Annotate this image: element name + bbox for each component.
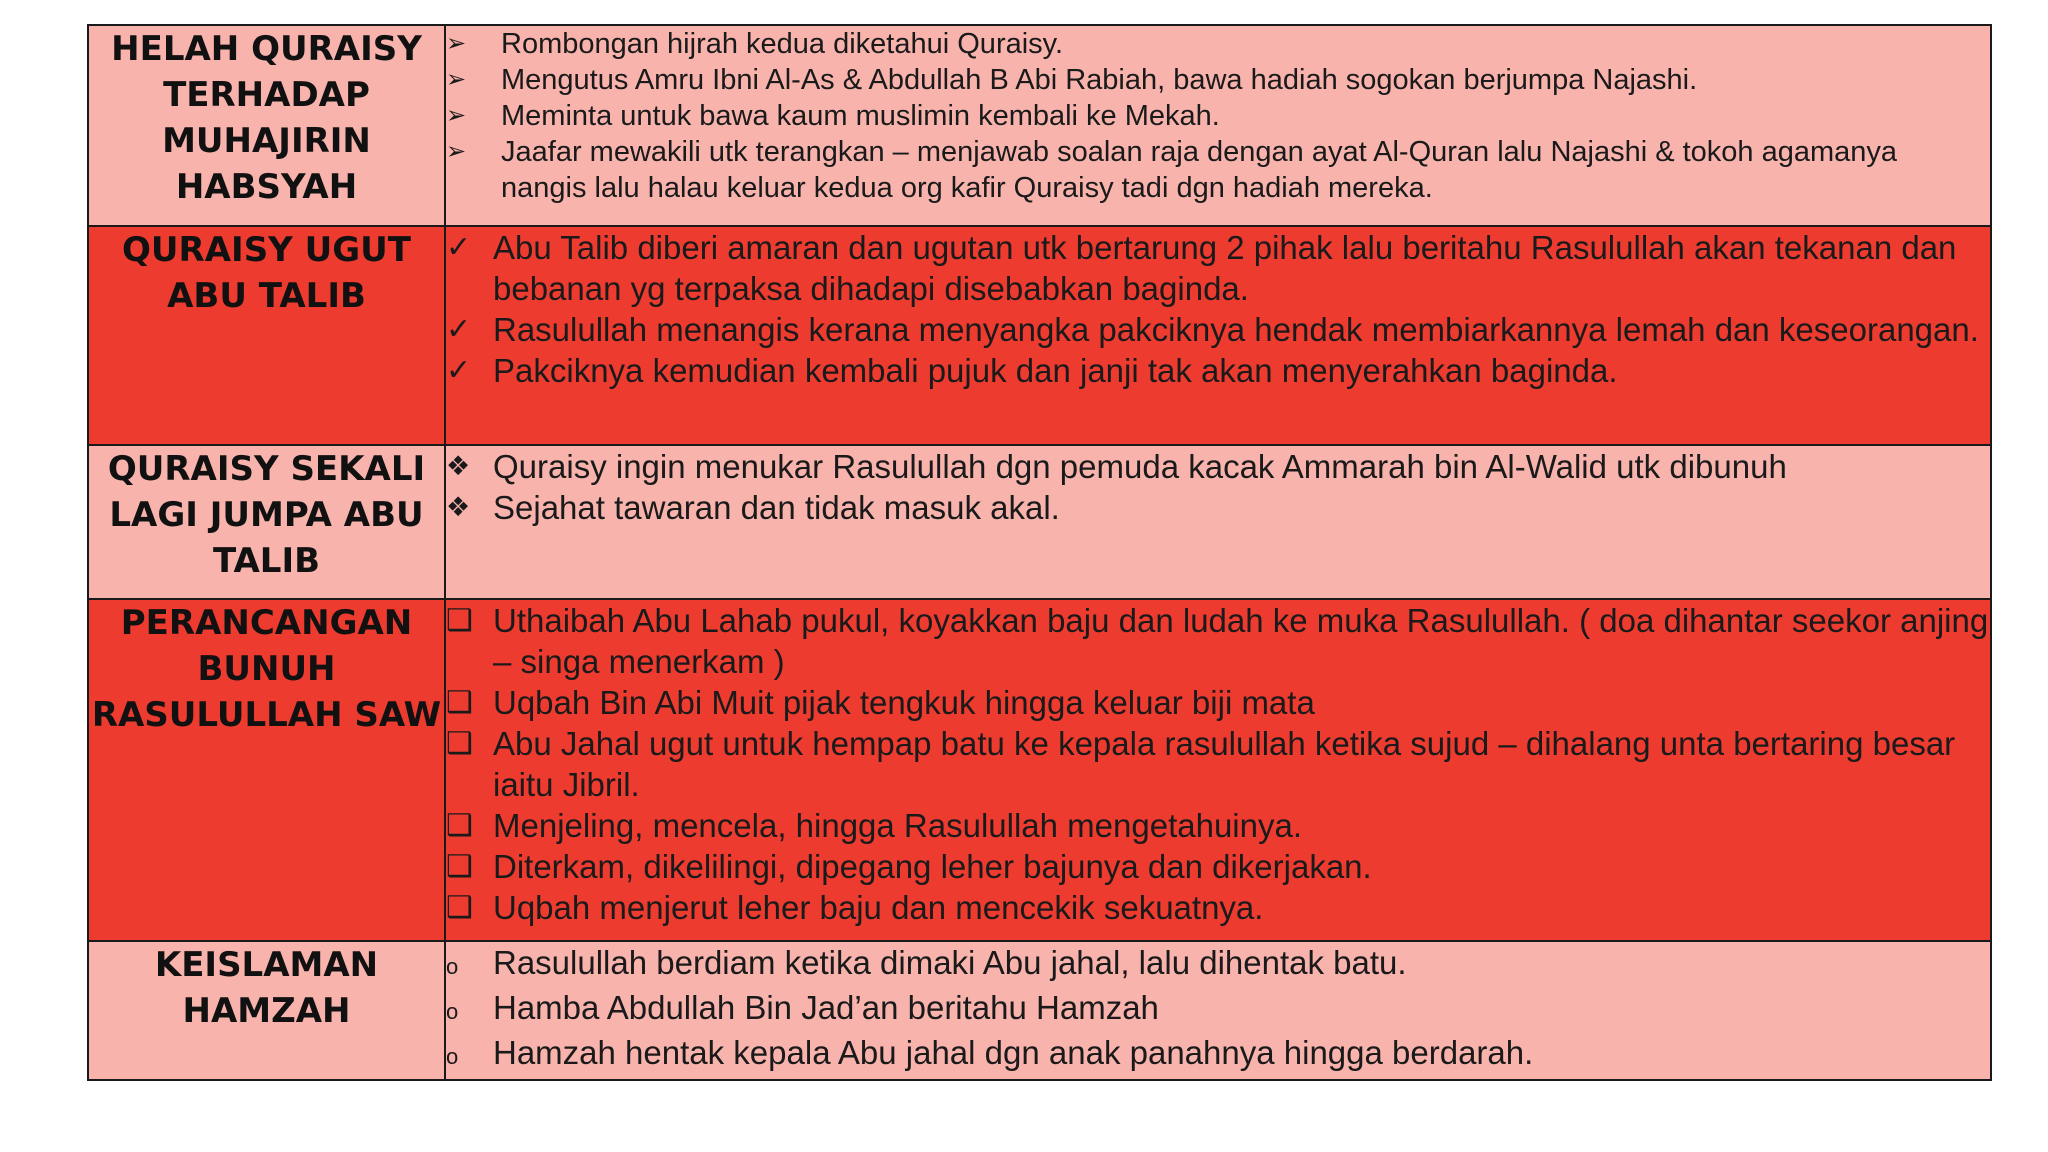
list-item [446, 309, 1990, 350]
list-item [446, 600, 1990, 682]
list-item-text: Hamzah hentak kepala Abu jahal dgn anak panahnya hingga berdarah. [493, 1034, 1534, 1071]
list-item-text: Rombongan hijrah kedua diketahui Quraisy. [501, 28, 1064, 60]
arrowhead-icon: ➢ [446, 102, 467, 129]
heading-line: ABU TALIB [167, 276, 366, 316]
list-item-text: Uqbah Bin Abi Muit pijak tengkuk hingga keluar biji mata [493, 684, 1315, 721]
list-item-text: Rasulullah berdiam ketika dimaki Abu jahal, lalu dihentak batu. [493, 944, 1407, 981]
table-row-keislaman-hamzah [88, 941, 1991, 1080]
heading-line: RASULULLAH SAW [91, 695, 442, 735]
shadowed-square-icon: ❑ [446, 686, 473, 719]
list-item-text: Quraisy ingin menukar Rasulullah dgn pemuda kacak Ammarah bin Al-Walid utk dibunuh [493, 448, 1787, 485]
heading-line: LAGI JUMPA ABU [109, 495, 424, 535]
list-item [446, 887, 1990, 928]
bullet-list [446, 26, 1990, 206]
heading-line: TALIB [212, 541, 321, 581]
bullet-list [446, 227, 1990, 391]
shadowed-square-icon: ❑ [446, 850, 473, 883]
checkmark-icon: ✓ [446, 354, 472, 387]
table-row-quraisy-sekali-lagi [88, 445, 1991, 599]
heading-line: BUNUH [197, 649, 336, 689]
list-item-text: Hamba Abdullah Bin Jad’an beritahu Hamzah [493, 989, 1159, 1026]
list-item [446, 682, 1990, 723]
list-item [446, 942, 1990, 987]
list-item-text: Abu Talib diberi amaran dan ugutan utk bertarung 2 pihak lalu beritahu Rasulullah akan tekanan dan bebanan yg terpaksa dihadapi disebabkan baginda. [493, 229, 1957, 307]
list-item [446, 134, 1990, 206]
heading-line: HABSYAH [175, 167, 358, 207]
list-item [446, 487, 1990, 528]
row-heading [88, 25, 445, 226]
row-content [445, 599, 1991, 941]
shadowed-square-icon: ❑ [446, 809, 473, 842]
list-item [446, 62, 1990, 98]
heading-line: TERHADAP [163, 75, 370, 115]
table-row-quraisy-ugut [88, 226, 1991, 445]
row-content [445, 25, 1991, 226]
diamond-cross-icon: ❖ [446, 492, 471, 522]
list-item [446, 98, 1990, 134]
list-item [446, 805, 1990, 846]
circle-icon: o [446, 1044, 459, 1069]
list-item [446, 846, 1990, 887]
row-heading [88, 599, 445, 941]
shadowed-square-icon: ❑ [446, 604, 473, 637]
bullet-list [446, 600, 1990, 928]
arrowhead-icon: ➢ [446, 66, 467, 93]
table-row-perancangan-bunuh [88, 599, 1991, 941]
list-item-text: Pakciknya kemudian kembali pujuk dan janji tak akan menyerahkan baginda. [493, 352, 1618, 389]
list-item-text: Uthaibah Abu Lahab pukul, koyakkan baju dan ludah ke muka Rasulullah. ( doa dihantar seekor anjing – singa menerkam ) [493, 602, 1989, 680]
diamond-cross-icon: ❖ [446, 451, 471, 481]
summary-table [87, 24, 1992, 1081]
shadowed-square-icon: ❑ [446, 727, 473, 760]
arrowhead-icon: ➢ [446, 138, 467, 165]
list-item-text: Sejahat tawaran dan tidak masuk akal. [493, 489, 1060, 526]
row-heading [88, 941, 445, 1080]
heading-line: HAMZAH [182, 991, 351, 1031]
list-item [446, 987, 1990, 1032]
list-item-text: Diterkam, dikelilingi, dipegang leher bajunya dan dikerjakan. [493, 848, 1372, 885]
list-item [446, 1032, 1990, 1077]
table-row-helah-quraisy [88, 25, 1991, 226]
list-item-text: Rasulullah menangis kerana menyangka pakciknya hendak membiarkannya lemah dan keseorangan. [493, 311, 1979, 348]
shadowed-square-icon: ❑ [446, 891, 473, 924]
row-content [445, 226, 1991, 445]
checkmark-icon: ✓ [446, 313, 472, 346]
list-item [446, 26, 1990, 62]
row-content [445, 445, 1991, 599]
arrowhead-icon: ➢ [446, 30, 467, 57]
heading-line: QURAISY SEKALI [107, 449, 426, 489]
heading-line: PERANCANGAN [120, 603, 413, 643]
heading-line: KEISLAMAN [154, 945, 379, 985]
heading-line: MUHAJIRIN [162, 121, 371, 161]
heading-line: QURAISY UGUT [122, 230, 411, 270]
list-item-text: Meminta untuk bawa kaum muslimin kembali ke Mekah. [501, 100, 1220, 132]
heading-line: HELAH QURAISY [111, 29, 422, 69]
list-item-text: Mengutus Amru Ibni Al-As & Abdullah B Abi Rabiah, bawa hadiah sogokan berjumpa Najashi. [501, 64, 1698, 96]
circle-icon: o [446, 999, 459, 1024]
list-item [446, 446, 1990, 487]
list-item-text: Menjeling, mencela, hingga Rasulullah mengetahuinya. [493, 807, 1303, 844]
bullet-list [446, 446, 1990, 528]
checkmark-icon: ✓ [446, 231, 472, 264]
list-item-text: Abu Jahal ugut untuk hempap batu ke kepala rasulullah ketika sujud – dihalang unta bertaring besar iaitu Jibril. [493, 725, 1956, 803]
list-item [446, 723, 1990, 805]
list-item-text: Uqbah menjerut leher baju dan mencekik sekuatnya. [493, 889, 1264, 926]
circle-icon: o [446, 954, 459, 979]
row-heading [88, 226, 445, 445]
list-item [446, 350, 1990, 391]
row-heading [88, 445, 445, 599]
list-item [446, 227, 1990, 309]
bullet-list [446, 942, 1990, 1077]
row-content [445, 941, 1991, 1080]
list-item-text: Jaafar mewakili utk terangkan – menjawab soalan raja dengan ayat Al-Quran lalu Najashi & tokoh agamanya nangis lalu halau keluar kedua org kafir Quraisy tadi dgn hadiah mereka. [501, 136, 1898, 204]
